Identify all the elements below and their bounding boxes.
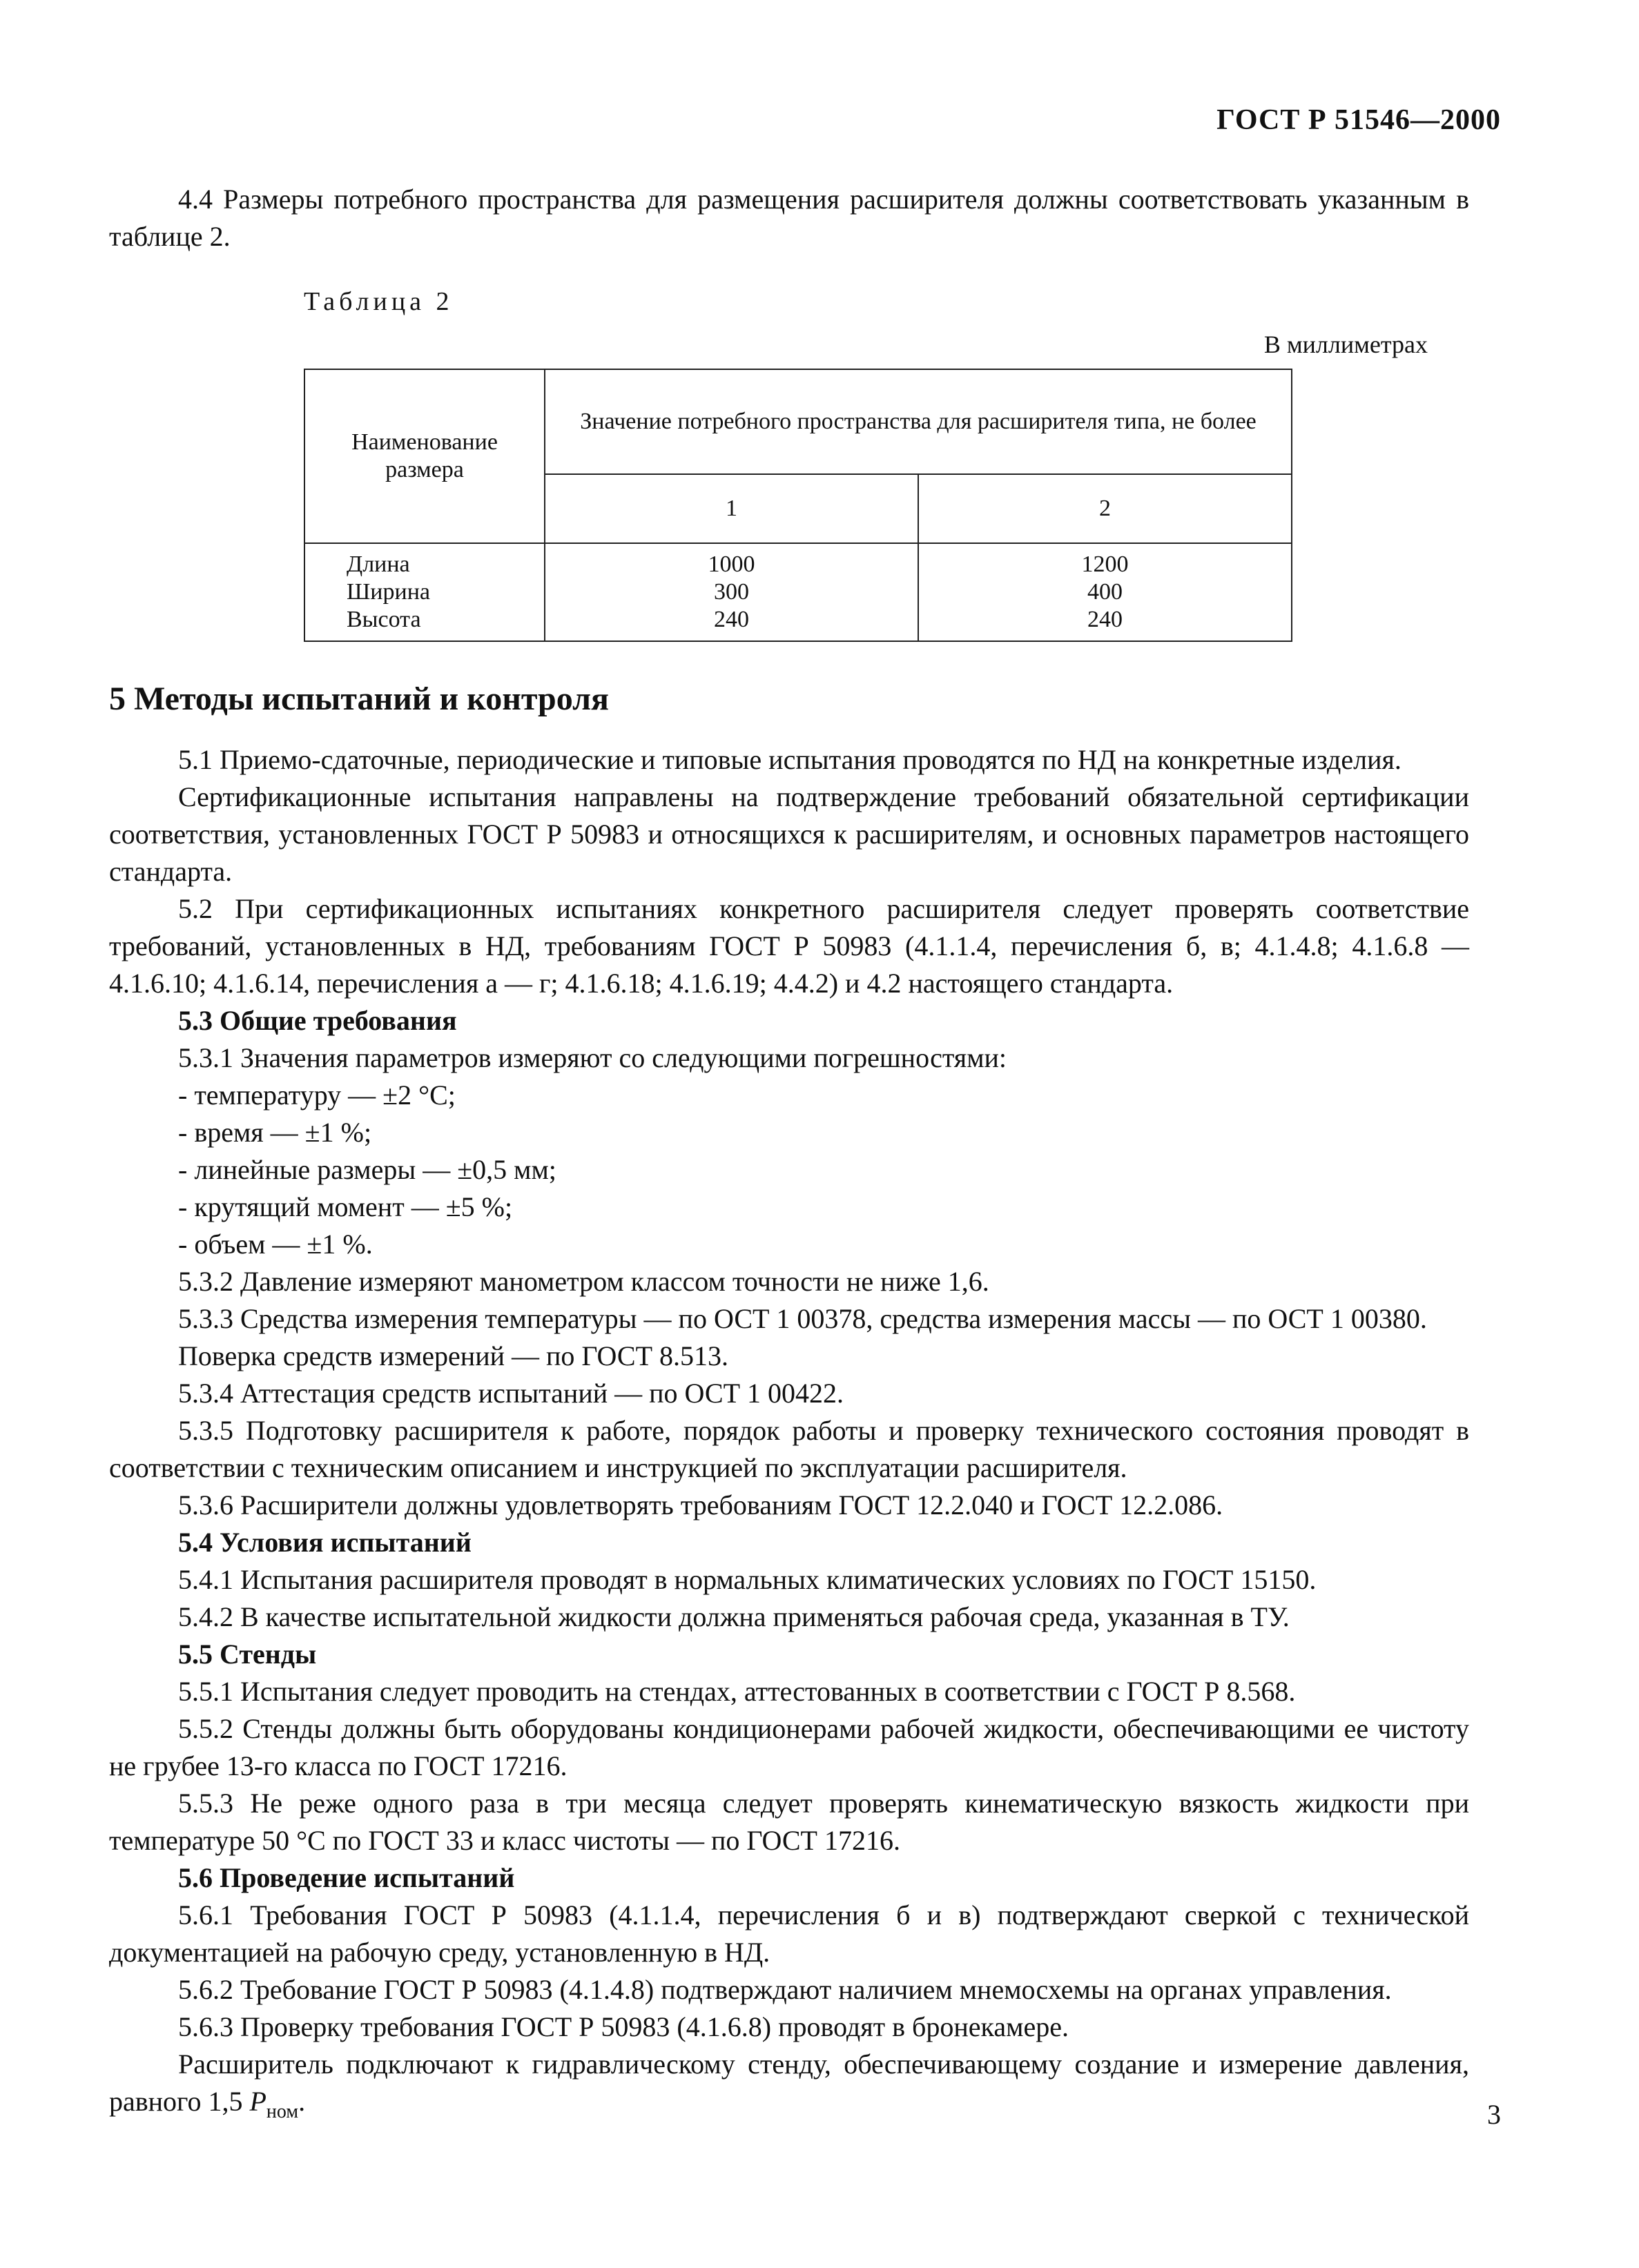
paragraph-5-2: 5.2 При сертификационных испытаниях конкретного расширителя следует проверять соответствие требований, установленных в НД, требованиям ГОСТ Р 50983 (4.1.1.4, перечисления б, в; 4.1.4.8; 4.1.6.8 — 4.1.6.10; 4.1.6.14, перечисления а — г; 4.1.6.18; 4.1.6.19; 4.4.2) и 4.2 настоящего стандарта. [109, 893, 1469, 999]
paragraph-5-3-1: 5.3.1 Значения параметров измеряют со следующими погрешностями: [178, 1042, 1007, 1073]
paragraph-5-3-5: 5.3.5 Подготовку расширителя к работе, порядок работы и проверку технического состояния проводят в соответствии с техническим описанием и инструкцией по эксплуатации расширителя. [109, 1415, 1469, 1483]
paragraph-last-end: . [298, 2086, 306, 2117]
row-name: Ширина [347, 579, 430, 605]
paragraph-last [109, 2046, 1469, 2131]
list-item: - крутящий момент — ±5 %; [178, 1191, 513, 1222]
section-5-title: 5 Методы испытаний и контроля [109, 681, 609, 717]
heading-5-3: 5.3 Общие требования [178, 1005, 457, 1036]
list-item: - температуру — ±2 °С; [178, 1079, 456, 1111]
heading-5-6: 5.6 Проведение испытаний [178, 1862, 515, 1893]
document-body [109, 181, 1469, 2131]
paragraph-5-5-1: 5.5.1 Испытания следует проводить на стендах, аттестованных в соответствии с ГОСТ Р 8.568. [178, 1676, 1296, 1707]
paragraph-5-1: 5.1 Приемо-сдаточные, периодические и типовые испытания проводятся по НД на конкретные изделия. [178, 744, 1402, 775]
row-value: 240 [1087, 607, 1123, 632]
cell-names [304, 543, 545, 641]
pressure-subscript: ном [266, 2101, 299, 2122]
cell-type-1-values [545, 543, 918, 641]
row-value: 1200 [1081, 551, 1129, 577]
row-value: 1000 [708, 551, 755, 577]
doc-header-code: ГОСТ Р 51546—2000 [1216, 104, 1501, 136]
paragraph-5-1b: Сертификационные испытания направлены на подтверждение требований обязательной сертификации соответствия, установленных ГОСТ Р 50983 и относящихся к расширителям, и основных параметров настоящего стандарта. [109, 781, 1469, 887]
heading-5-5: 5.5 Стенды [178, 1639, 317, 1670]
paragraph-5-3-6: 5.3.6 Расширители должны удовлетворять требованиям ГОСТ 12.2.040 и ГОСТ 12.2.086. [178, 1489, 1223, 1521]
paragraph-5-6-1: 5.6.1 Требования ГОСТ Р 50983 (4.1.1.4, перечисления б и в) подтверждают сверкой с технической документацией на рабочую среду, установленную в НД. [109, 1899, 1469, 1968]
paragraph-5-3-2: 5.3.2 Давление измеряют манометром классом точности не ниже 1,6. [178, 1266, 989, 1297]
col-header-space: Значение потребного пространства для расширителя типа, не более [545, 369, 1292, 474]
dimensions-table [304, 369, 1292, 642]
paragraph-5-3-3: 5.3.3 Средства измерения температуры — по ОСТ 1 00378, средства измерения массы — по ОСТ 1 00380. [178, 1303, 1427, 1334]
col-header-type-2: 2 [918, 474, 1292, 543]
row-name: Длина [347, 551, 410, 577]
row-value: 400 [1087, 579, 1123, 605]
paragraph-5-3-4: 5.3.4 Аттестация средств испытаний — по ОСТ 1 00422. [178, 1378, 844, 1409]
heading-5-4: 5.4 Условия испытаний [178, 1527, 472, 1558]
list-item: - объем — ±1 %. [178, 1229, 373, 1260]
table-units: В миллиметрах [1263, 331, 1428, 358]
paragraph-5-4-2: 5.4.2 В качестве испытательной жидкости должна применяться рабочая среда, указанная в ТУ. [178, 1601, 1290, 1632]
row-value: 240 [714, 607, 749, 632]
paragraph-5-6-3: 5.6.3 Проверку требования ГОСТ Р 50983 (4.1.6.8) проводят в бронекамере. [178, 2011, 1069, 2042]
row-name: Высота [347, 607, 421, 632]
paragraph-5-6-2: 5.6.2 Требование ГОСТ Р 50983 (4.1.4.8) подтверждают наличием мнемосхемы на органах управления. [178, 1974, 1392, 2005]
paragraph-5-4-1: 5.4.1 Испытания расширителя проводят в нормальных климатических условиях по ГОСТ 15150. [178, 1564, 1317, 1595]
table-row [304, 543, 1292, 641]
row-value: 300 [714, 579, 749, 605]
paragraph-5-5-3: 5.5.3 Не реже одного раза в три месяца следует проверять кинематическую вязкость жидкости при температуре 50 °С по ГОСТ 33 и класс чистоты — по ГОСТ 17216. [109, 1788, 1469, 1856]
paragraph-4-4: 4.4 Размеры потребного пространства для размещения расширителя должны соответствовать указанным в таблице 2. [109, 184, 1469, 252]
pressure-symbol: P [249, 2086, 266, 2117]
col-header-type-1: 1 [545, 474, 918, 543]
paragraph-last-text: Расширитель подключают к гидравлическому стенду, обеспечивающему создание и измерение давления, равного 1,5 [109, 2049, 1469, 2117]
col-header-name: Наименование размера [304, 369, 545, 543]
cell-type-2-values [918, 543, 1292, 641]
paragraph-5-5-2: 5.5.2 Стенды должны быть оборудованы кондиционерами рабочей жидкости, обеспечивающими ее чистоту не грубее 13-го класса по ГОСТ 17216. [109, 1713, 1469, 1781]
list-item: - линейные размеры — ±0,5 мм; [178, 1154, 556, 1185]
table-caption: Таблица 2 [304, 287, 454, 316]
list-item: - время — ±1 %; [178, 1117, 372, 1148]
paragraph-5-3-3b: Поверка средств измерений — по ГОСТ 8.513. [178, 1340, 729, 1371]
page-number: 3 [1487, 2099, 1501, 2130]
